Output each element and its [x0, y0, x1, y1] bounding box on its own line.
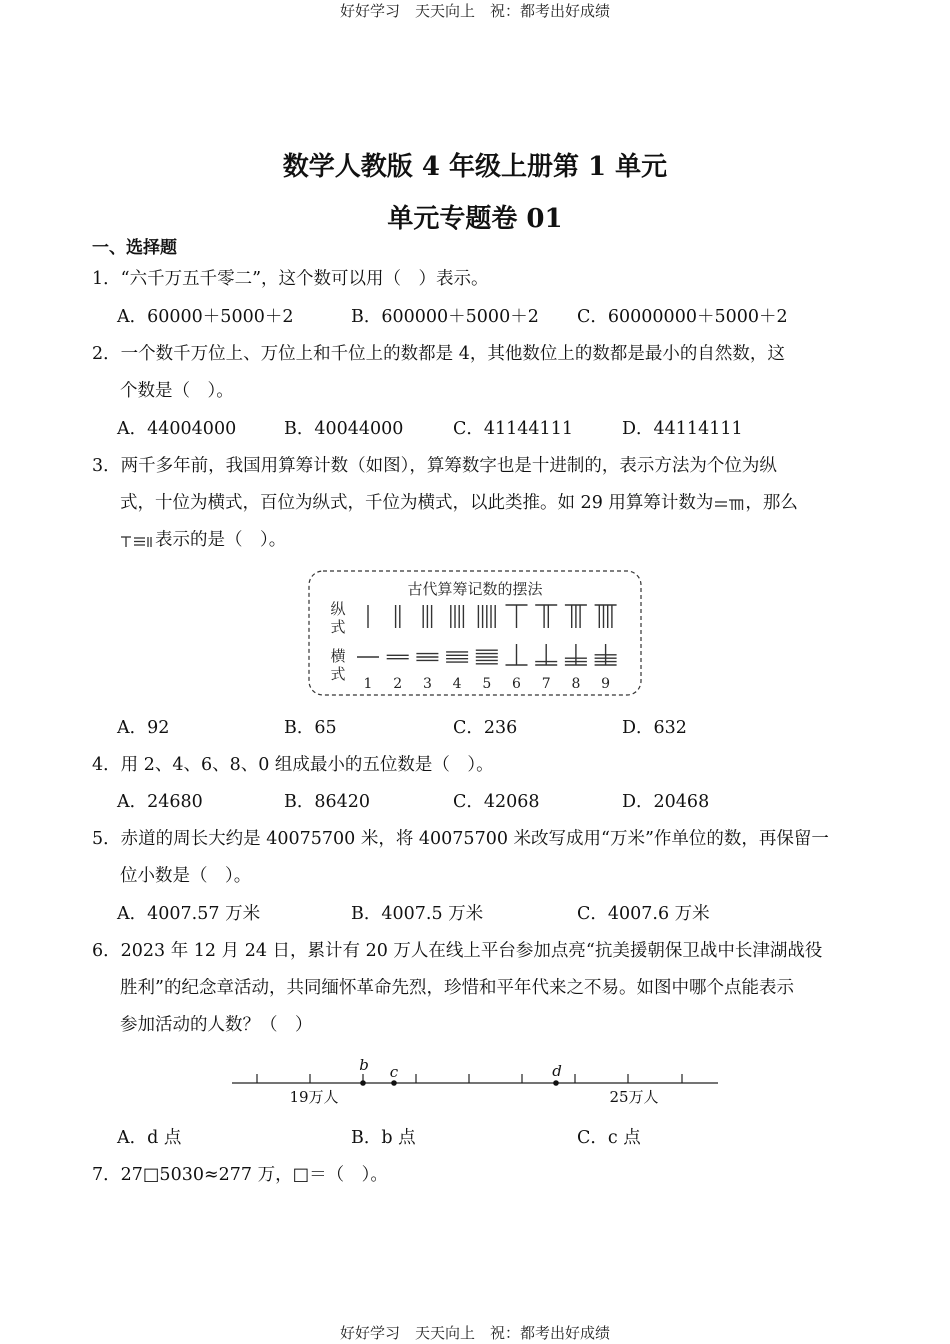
page-footer: 好好学习 天天向上 祝：都考出好成绩 — [339, 1324, 610, 1342]
page-title: 数学人教版 4 年级上册第 1 单元 — [282, 152, 668, 182]
question-3-line2 — [120, 495, 798, 513]
digit-label: 8 — [571, 676, 581, 692]
counting-rods-figure — [308, 570, 642, 696]
q1-option-c: C．60000000＋5000＋2 — [577, 307, 788, 327]
q2-option-d: D．44114111 — [622, 419, 743, 439]
rod-question-icon — [120, 534, 154, 548]
q4-option-d: D．20468 — [622, 792, 710, 812]
question-6-line2: 胜利”的纪念章活动，共同缅怀革命先烈，珍惜和平年代来之不易。如图中哪个点能表示 — [120, 978, 794, 998]
q5-option-b: B．4007.5 万米 — [351, 904, 484, 924]
row1-char2: 式 — [330, 618, 346, 636]
label-19-wan: 19万人 — [289, 1088, 339, 1106]
question-7-stem: 7．27□5030≈277 万，□＝（ ）。 — [92, 1165, 388, 1185]
point-d-label: d — [552, 1062, 562, 1080]
point-b — [360, 1080, 366, 1086]
q3-option-c: C．236 — [453, 718, 518, 738]
question-6-line1: 6．2023 年 12 月 24 日，累计有 20 万人在线上平台参加点亮“抗美援朝保卫战中长津湖战役 — [92, 941, 823, 961]
q6-option-b: B．b 点 — [351, 1128, 416, 1148]
point-b-label: b — [359, 1056, 369, 1074]
digit-label: 3 — [422, 676, 432, 692]
digit-label: 2 — [393, 676, 403, 692]
question-1-stem: 1．“六千万五千零二”，这个数可以用（ ）表示。 — [92, 269, 489, 289]
q3-option-b: B．65 — [284, 718, 337, 738]
rod-29-icon — [714, 497, 744, 511]
q2-option-b: B．40044000 — [284, 419, 404, 439]
row2-char1: 横 — [330, 647, 346, 665]
question-6-line3: 参加活动的人数？（ ） — [120, 1015, 313, 1035]
q6-option-c: C．c 点 — [577, 1128, 641, 1148]
page-header: 好好学习 天天向上 祝：都考出好成绩 — [339, 2, 610, 20]
q3-line3-text: 表示的是（ ）。 — [155, 530, 287, 550]
digit-label: 7 — [541, 676, 551, 692]
q4-option-c: C．42068 — [453, 792, 540, 812]
digit-label: 4 — [452, 676, 462, 692]
question-2-line2: 个数是（ ）。 — [120, 381, 234, 401]
question-4-stem: 4．用 2、4、6、8、0 组成最小的五位数是（ ）。 — [92, 755, 494, 775]
row1-char1: 纵 — [330, 600, 346, 618]
label-25-wan: 25万人 — [609, 1088, 659, 1106]
q5-option-a: A．4007.57 万米 — [117, 904, 261, 924]
q5-option-c: C．4007.6 万米 — [577, 904, 710, 924]
question-5-line2: 位小数是（ ）。 — [120, 866, 252, 886]
q1-option-b: B．600000＋5000＋2 — [351, 307, 539, 327]
digit-label: 9 — [601, 676, 611, 692]
section-heading: 一、选择题 — [92, 238, 177, 258]
q3-option-a: A．92 — [117, 718, 170, 738]
question-3-line3 — [120, 532, 286, 550]
number-line-figure — [230, 1055, 722, 1111]
q3-line2-end: ，那么 — [745, 493, 798, 513]
page-subtitle: 单元专题卷 01 — [387, 204, 563, 234]
point-c — [391, 1080, 397, 1086]
q1-option-a: A．60000＋5000＋2 — [117, 307, 294, 327]
q6-option-a: A．d 点 — [117, 1128, 182, 1148]
q2-option-a: A．44004000 — [117, 419, 237, 439]
question-3-line1: 3．两千多年前，我国用算筹计数（如图），算筹数字也是十进制的，表示方法为个位为纵 — [92, 456, 777, 476]
q4-option-a: A．24680 — [117, 792, 203, 812]
question-5-line1: 5．赤道的周长大约是 40075700 米，将 40075700 米改写成用“万米”作单位的数，再保留一 — [92, 829, 829, 849]
question-2-line1: 2．一个数千万位上、万位上和千位上的数都是 4，其他数位上的数都是最小的自然数，这 — [92, 344, 785, 364]
q3-line2-text: 式，十位为横式，百位为纵式，千位为横式，以此类推。如 29 用算筹计数为 — [120, 493, 714, 513]
digit-label: 5 — [482, 676, 492, 692]
digit-label: 1 — [363, 676, 373, 692]
digit-label: 6 — [512, 676, 521, 692]
point-d — [553, 1080, 559, 1086]
q3-option-d: D．632 — [622, 718, 687, 738]
point-c-label: c — [389, 1063, 399, 1081]
figure-title: 古代算筹记数的摆法 — [407, 580, 543, 598]
q2-option-c: C．41144111 — [453, 419, 573, 439]
row2-char2: 式 — [330, 665, 346, 683]
q4-option-b: B．86420 — [284, 792, 371, 812]
